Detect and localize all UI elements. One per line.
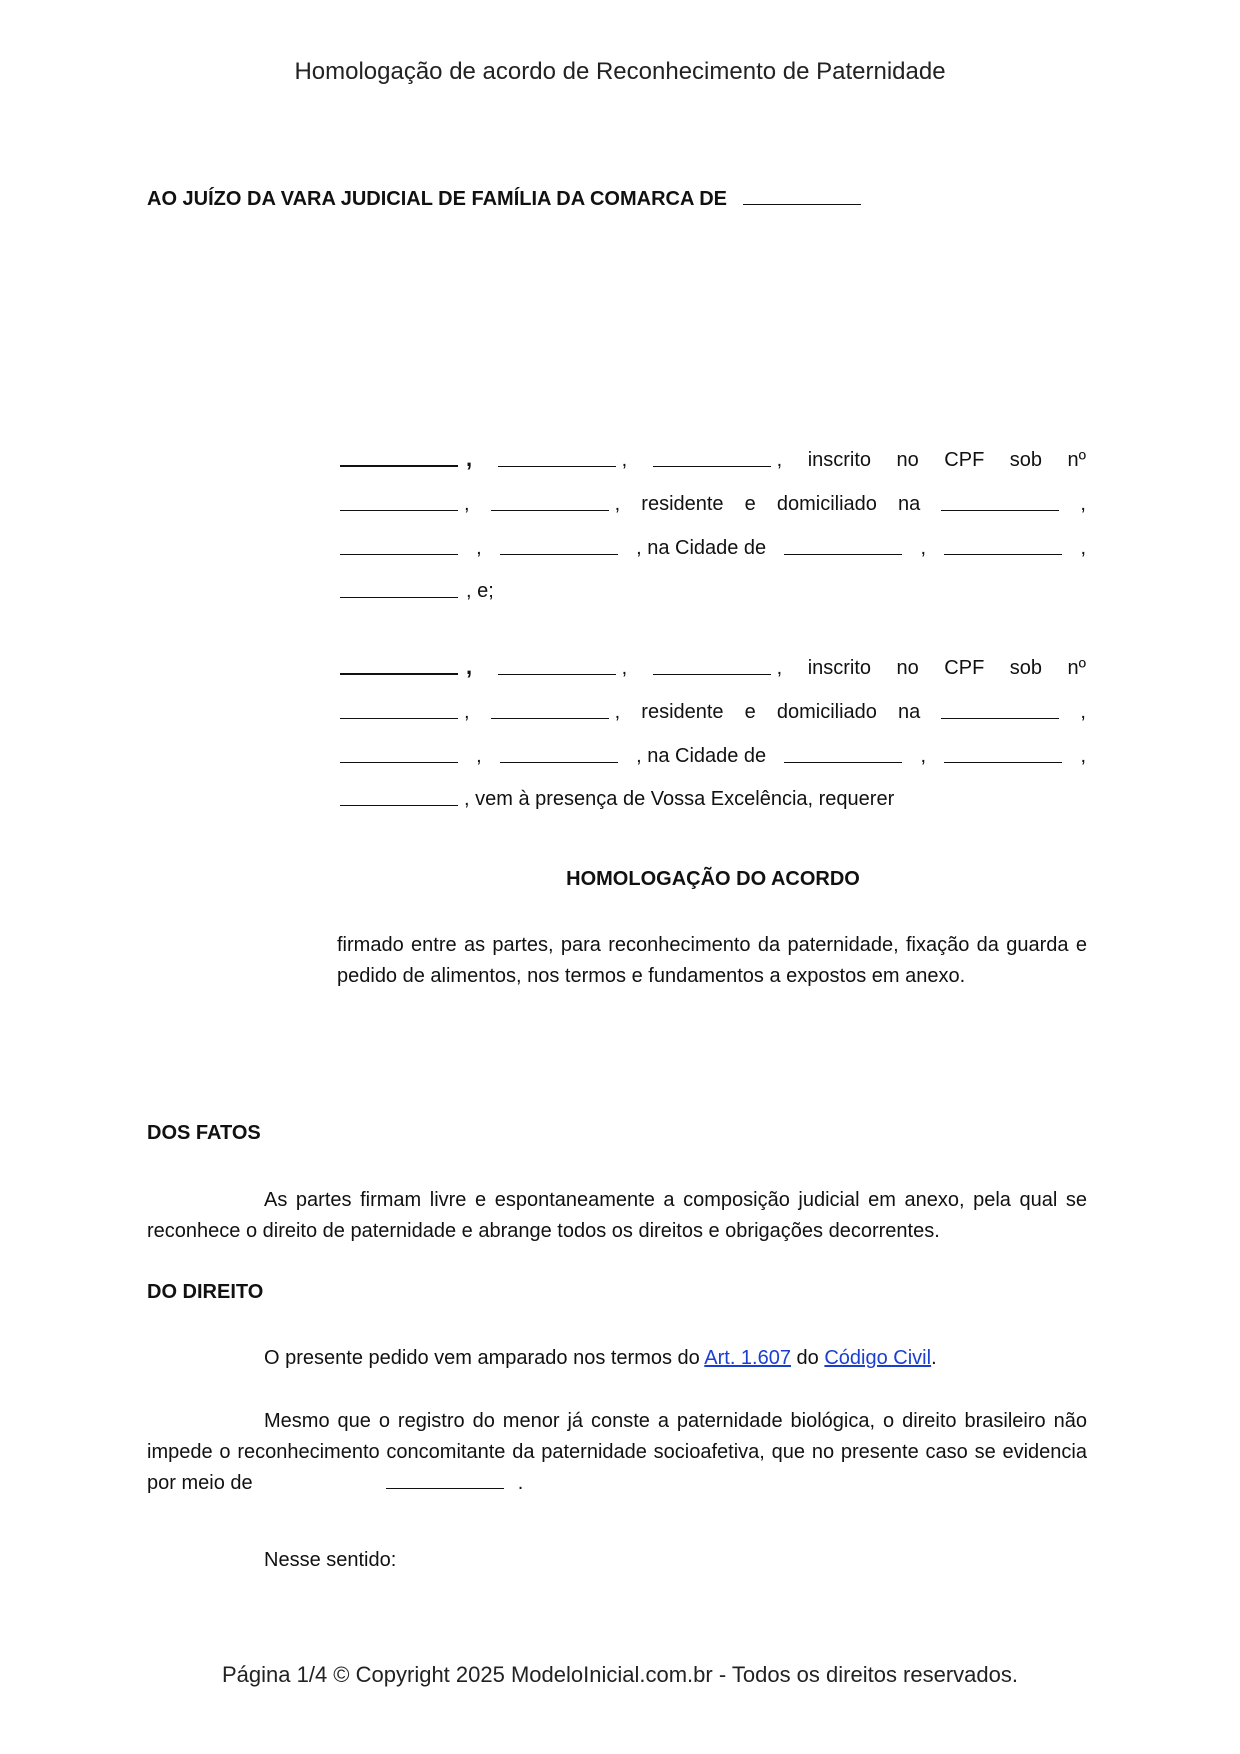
law-title: DO DIREITO — [147, 1281, 264, 1303]
law-paragraph-1: O presente pedido vem amparado nos termos do Art. 1.607 do Código Civil. — [264, 1347, 937, 1369]
party2-nationality-group: , — [498, 657, 628, 680]
party2-district-blank — [500, 761, 618, 763]
party2-cpf-group: , — [340, 701, 470, 724]
party2-profession-group: , — [491, 701, 621, 724]
facts-title: DOS FATOS — [147, 1122, 261, 1144]
party1-profession-blank — [491, 509, 609, 511]
party1-district-blank — [500, 553, 618, 555]
party2-civil-status-group: , — [653, 657, 783, 680]
facts-text: As partes firmam livre e espontaneamente a composição judicial em anexo, pela qual se reconhece o direito de paternidade e abrange todos os direitos e obrigações decorrentes. — [147, 1189, 1087, 1242]
party1-cpf-group: , — [340, 493, 470, 516]
party1-line1: , , , inscrito no CPF sob nº — [340, 446, 1086, 472]
party1-line2: , , residente e domiciliado na , — [340, 490, 1086, 516]
party1-name-group: , — [340, 446, 472, 472]
law-paragraph-3: Nesse sentido: — [264, 1549, 397, 1571]
party2-civil-status-blank — [653, 673, 771, 675]
party2-state-blank — [944, 761, 1062, 763]
party2-profession-blank — [491, 717, 609, 719]
party1-civil-status-blank — [653, 465, 771, 467]
party1-profession-group: , — [491, 493, 621, 516]
evidence-blank — [386, 1474, 504, 1489]
party2-cpf-blank — [340, 717, 458, 719]
party2-line4: , vem à presença de Vossa Excelência, requerer — [340, 785, 1086, 811]
party2-zip-blank — [340, 804, 458, 806]
art-1607-link[interactable]: Art. 1.607 — [704, 1347, 791, 1369]
party1-line3: , , na Cidade de , , — [340, 534, 1086, 560]
party2-line1: , , , inscrito no CPF sob nº — [340, 654, 1086, 680]
party2-line2: , , residente e domiciliado na , — [340, 698, 1086, 724]
law-paragraph-2: Mesmo que o registro do menor já conste a paternidade biológica, o direito brasileiro não impede o reconhecimento concomitante da paternidade socioafetiva, que no presente caso se evidencia por meio de . — [147, 1410, 1087, 1494]
page-footer: Página 1/4 © Copyright 2025 ModeloInicial.com.br - Todos os direitos reservados. — [222, 1662, 1018, 1687]
party2-city-blank — [784, 761, 902, 763]
request-text: firmado entre as partes, para reconhecimento da paternidade, fixação da guarda e pedido de alimentos, nos termos e fundamentos a expostos em anexo. — [337, 934, 1087, 987]
party1-nationality-blank — [498, 465, 616, 467]
codigo-civil-link[interactable]: Código Civil — [824, 1347, 932, 1369]
party1-city-blank — [784, 553, 902, 555]
party1-number-blank — [340, 553, 458, 555]
court-heading — [147, 186, 861, 211]
party1-cpf-blank — [340, 509, 458, 511]
party2-name-group: , — [340, 654, 472, 680]
comarca-blank — [743, 186, 861, 205]
party2-line3: , , na Cidade de , , — [340, 742, 1086, 768]
party1-street-blank — [941, 509, 1059, 511]
party1-name-blank — [340, 464, 458, 467]
party1-nationality-group: , — [498, 449, 628, 472]
page-header-title: Homologação de acordo de Reconhecimento de Paternidade — [294, 58, 946, 85]
party2-nationality-blank — [498, 673, 616, 675]
party2-street-blank — [941, 717, 1059, 719]
party2-number-blank — [340, 761, 458, 763]
party1-line4: , e; — [340, 577, 1086, 603]
court-heading-text: AO JUÍZO DA VARA JUDICIAL DE FAMÍLIA DA COMARCA DE — [147, 188, 728, 210]
party2-name-blank — [340, 672, 458, 675]
party1-zip-blank — [340, 596, 458, 598]
request-title: HOMOLOGAÇÃO DO ACORDO — [566, 868, 860, 890]
party1-civil-status-group: , — [653, 449, 783, 472]
party1-state-blank — [944, 553, 1062, 555]
